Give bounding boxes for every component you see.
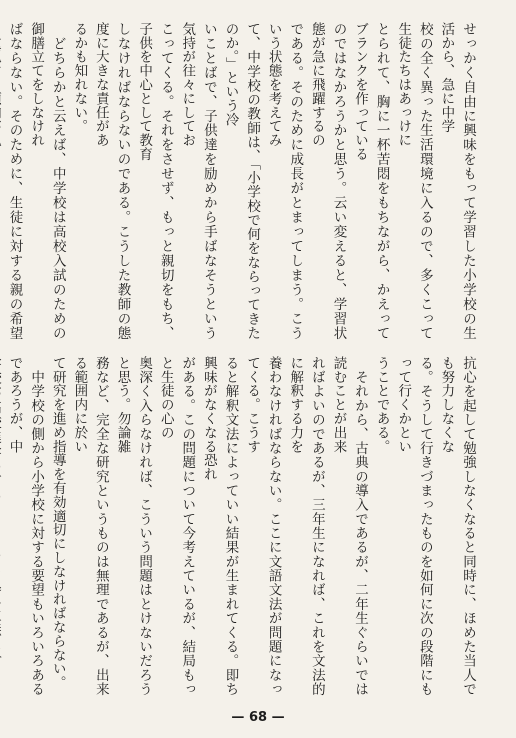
text-column: ると解釈文法によっていい結果が生まれてくる。即ち興味がなくなる恐れ xyxy=(200,356,239,696)
bottom-text-block xyxy=(8,356,478,696)
text-column: とられて、胸に一杯苦悶をもちながら、かえってブランクを作っている xyxy=(352,22,390,340)
text-column: ればよいのであるが、三年生になれば、これを文法的に解釈する力を xyxy=(287,356,325,696)
text-column: 中学校の側から小学校に対する要望もいろいろあるであろうが、中 xyxy=(6,356,45,696)
text-column: て、中学校の教師は、「小学校で何をならってきたのか。」という冷 xyxy=(222,22,261,340)
text-column: いことばで、子供達を励めから手ばなそうという気持が往々にしてお xyxy=(179,22,217,340)
text-column: て研究を進め指導を有効適切にしなければならない。 xyxy=(49,356,66,690)
text-column: 校の全く異った生活環境に入るので、多くこって生徒たちはあっけに xyxy=(395,22,433,340)
text-column: 抗心を起して勉強しなくなると同時に、ほめた当人でも努力しなくな xyxy=(438,356,476,696)
text-column: のではなかろうかと思う。云い変えると、学習状態が急に飛躍するの xyxy=(308,22,347,340)
text-column: がある。この問題について今考えているが、結局もっと生徒の心の xyxy=(157,356,196,696)
text-column: こってくる。それをさせず、もっと親切をもち、子供を中心として教育 xyxy=(136,22,174,340)
text-column: である。そのために成長がとまってしまう。こういう状態を考えてみ xyxy=(265,22,304,340)
text-column: 奥深く入らなければ、こういう問題はとけないだろうと思う。勿論雑 xyxy=(114,356,153,696)
text-column: 養わなければならない。ここに文語文法が問題になってくる。こうす xyxy=(244,356,282,696)
text-column: しなければならないのである。こうした教師の態度に大きな責任があ xyxy=(92,22,131,340)
text-column: せっかく自由に興味をもって学習した小学校の生活から、急に中学 xyxy=(438,22,476,340)
text-column: る。そうして行きづまったものを如何に次の段階にもって行くかとい xyxy=(395,356,433,696)
text-column: ばならない。そのために、生徒に対する親の希望 xyxy=(6,22,23,340)
text-column: 務など、完全な研究というものは無理であるが、出来る範囲内に於い xyxy=(71,356,109,696)
page-number: — 68 — xyxy=(231,710,285,725)
text-column: どちらかと云えば、中学校は高校入試のための御膳立てをしなけれ xyxy=(28,22,66,340)
top-text-block xyxy=(6,22,478,340)
text-column: うことである。 xyxy=(373,356,390,454)
text-column: るかも知れない。 xyxy=(71,22,88,134)
text-column: それから、古典の導入であるが、二年生ぐらいでは読むことが出来 xyxy=(330,356,369,696)
text-column xyxy=(0,356,3,696)
